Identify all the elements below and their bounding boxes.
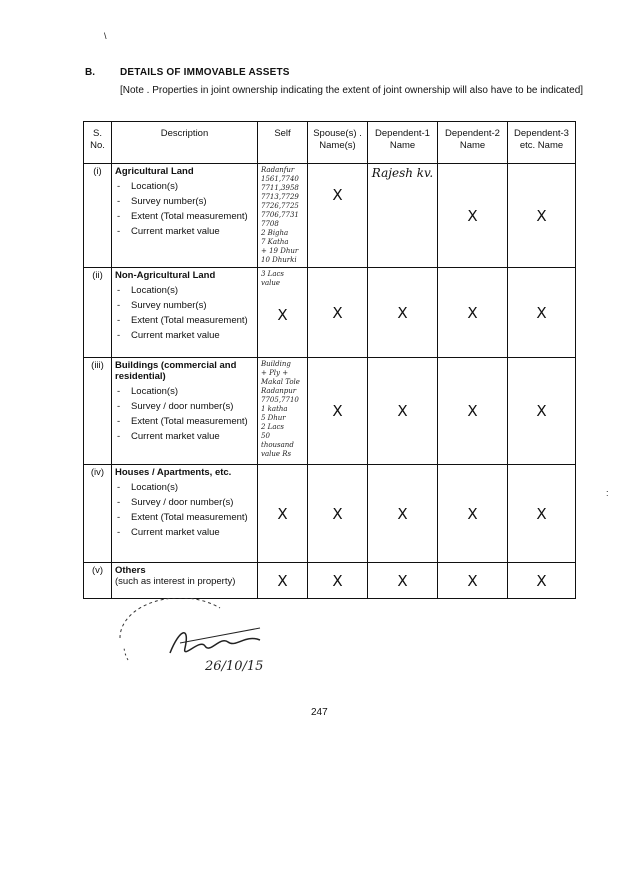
row-description [112,268,258,358]
cross-mark: X [536,402,547,420]
header-sno: S. No. [84,122,112,164]
row-item: - Extent (Total measurement) [115,315,254,327]
cross-mark: X [397,303,408,322]
row-item: - Location(s) [115,181,254,193]
table-row [84,164,576,268]
official-seal-signature [110,598,280,683]
row-item: - Survey number(s) [115,196,254,208]
cross-mark: X [397,402,408,420]
header-dependent-1: Dependent-1 Name [368,122,438,164]
self-cell [258,268,308,358]
cross-mark: X [332,186,343,204]
cross-mark: X [332,504,343,523]
dependent-1-name: Rajesh kv. [371,166,434,180]
cross-mark: X [536,571,547,590]
header-self: Self [258,122,308,164]
dependent-3-cell [508,358,576,465]
spouse-cell [308,358,368,465]
cross-mark: X [467,206,478,225]
spouse-cell [308,268,368,358]
row-item: - Location(s) [115,386,254,398]
self-handwritten-entry: Building + Ply + Makal Tole Radanpur 7705,7710 1 katha 5 Dhur 2 Lacs 50 thousand value Rs [258,358,308,465]
dependent-1-cell [368,563,438,599]
table-header-row [84,122,576,164]
signature-date: 26/10/15 [205,659,264,674]
self-cell [258,465,308,563]
scan-mark: : [606,488,609,498]
section-title: DETAILS OF IMMOVABLE ASSETS [120,67,290,78]
header-spouse: Spouse(s) . Name(s) [308,122,368,164]
dependent-2-cell [438,164,508,268]
header-dependent-3: Dependent-3 etc. Name [508,122,576,164]
row-item: - Extent (Total measurement) [115,416,254,428]
row-category: Others [115,565,146,576]
row-sno: (i) [84,164,112,268]
table-row [84,563,576,599]
table-row [84,358,576,465]
cross-mark: X [536,206,547,225]
self-handwritten-entry: Radanfur 1561,7740 7711,3958 7713,7729 7726,7725 7706,7731 7708 2 Bigha 7 Katha + 19 Dhur 10 Dhurki [258,164,308,268]
table-row [84,268,576,358]
self-cell [258,563,308,599]
row-item: - Current market value [115,431,254,443]
dependent-1-cell [368,268,438,358]
cross-mark: X [397,571,408,590]
row-item: - Survey number(s) [115,300,254,312]
row-item: - Current market value [115,226,254,238]
dependent-3-cell [508,268,576,358]
row-item: - Location(s) [115,285,254,297]
dependent-3-cell [508,465,576,563]
dependent-3-cell [508,164,576,268]
row-description [112,164,258,268]
cross-mark: X [332,571,343,590]
cross-mark: X [467,504,478,523]
spouse-cell [308,465,368,563]
row-item: - Extent (Total measurement) [115,512,254,524]
section-note: [Note . Properties in joint ownership indicating the extent of joint ownership will also have to be indicated] [120,85,584,96]
spouse-cell [308,563,368,599]
cross-mark: X [277,571,288,590]
row-item: - Location(s) [115,482,254,494]
row-item: - Survey / door number(s) [115,401,254,413]
table-row [84,465,576,563]
row-category: Houses / Apartments, etc. [115,467,232,478]
row-category: Non-Agricultural Land [115,270,216,281]
row-sno: (iv) [84,465,112,563]
row-item: - Current market value [115,527,254,539]
spouse-cell [308,164,368,268]
dependent-3-cell [508,563,576,599]
cross-mark: X [277,504,288,523]
header-description: Description [112,122,258,164]
dependent-2-cell [438,358,508,465]
dependent-1-cell [368,164,438,268]
cross-mark: X [397,504,408,523]
row-item: - Survey / door number(s) [115,497,254,509]
row-item: - Current market value [115,330,254,342]
dependent-1-cell [368,358,438,465]
immovable-assets-table [83,121,576,599]
row-sno: (ii) [84,268,112,358]
dependent-2-cell [438,268,508,358]
section-number: B. [85,67,95,78]
row-sno: (iii) [84,358,112,465]
cross-mark: X [536,504,547,523]
cross-mark: X [467,303,478,322]
scan-mark: \ [104,31,107,41]
row-description [112,465,258,563]
row-item: (such as interest in property) [115,576,236,587]
row-category: Buildings (commercial and residential) [115,360,237,382]
dependent-2-cell [438,563,508,599]
header-dependent-2: Dependent-2 Name [438,122,508,164]
cross-mark: X [467,402,478,420]
row-description [112,358,258,465]
row-sno: (v) [84,563,112,599]
row-description [112,563,258,599]
dependent-2-cell [438,465,508,563]
cross-mark: X [332,303,343,322]
row-category: Agricultural Land [115,166,194,177]
dependent-1-cell [368,465,438,563]
page-number: 247 [311,707,328,718]
cross-mark: X [536,303,547,322]
cross-mark: X [277,306,288,324]
cross-mark: X [332,402,343,420]
cross-mark: X [467,571,478,590]
self-handwritten-entry: 3 Lacs value [261,270,285,287]
row-item: - Extent (Total measurement) [115,211,254,223]
